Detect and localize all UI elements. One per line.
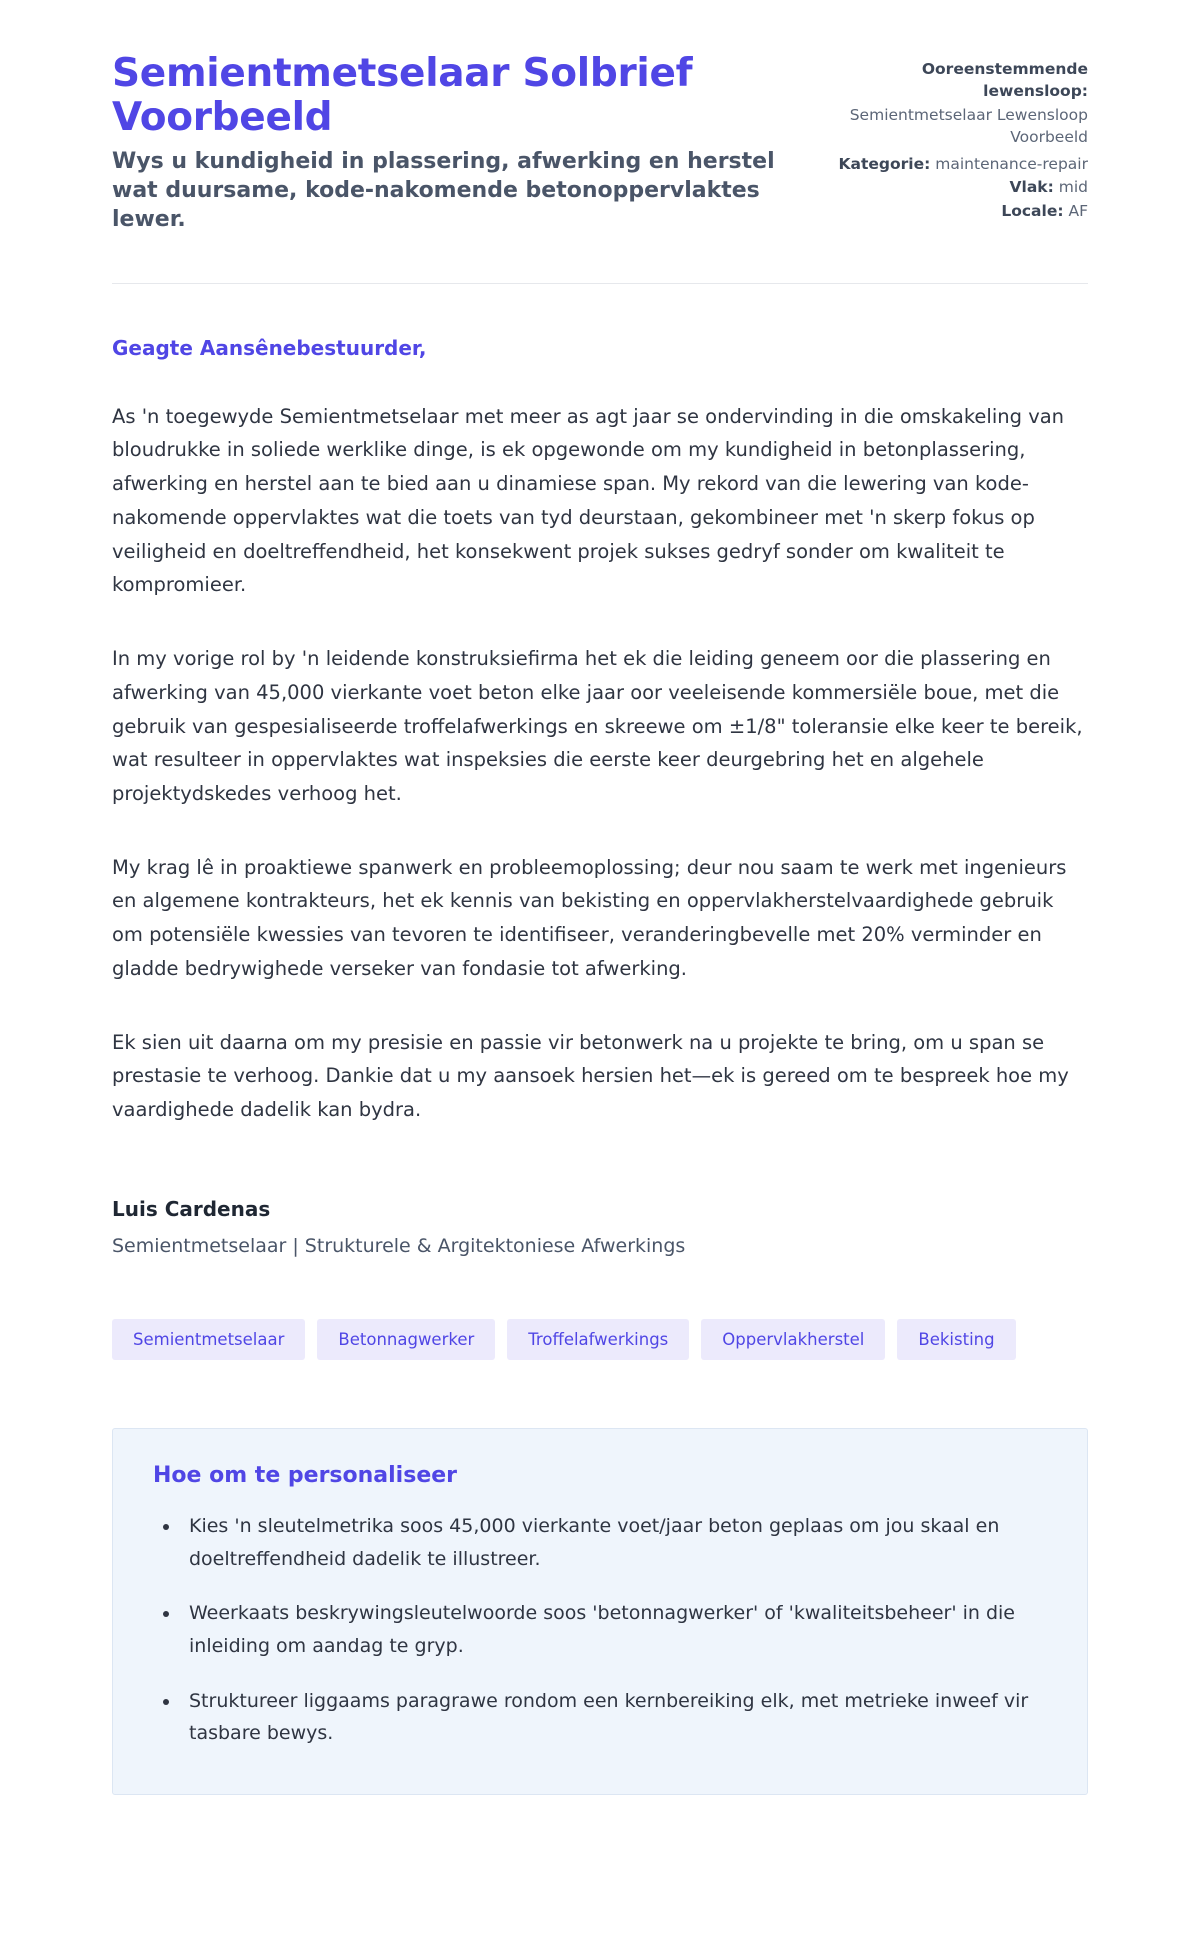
letter-paragraph: My krag lê in proaktiewe spanwerk en probleemoplossing; deur nou saam te werk met ingenieurs en algemene kontrakteurs, het ek kennis van bekisting en oppervlakherstelvaardighede gebruik om potensiële kwessies van tevoren te identifiseer, veranderingbevelle met 20% verminder en gladde bedrywighede verseker van fondasie tot afwerking. xyxy=(112,855,1067,980)
callout-list-item: • Kies 'n sleutelmetrika soos 45,000 vierkante voet/jaar beton geplaas om jou skaal en doeltreffendheid dadelik te illustreer. xyxy=(181,1510,1047,1575)
skill-tag[interactable]: Semientmetselaar xyxy=(112,1319,305,1360)
matching-resume-value-row xyxy=(818,104,1088,149)
skill-tag-list xyxy=(112,1319,1088,1360)
letter-paragraph: Ek sien uit daarna om my presisie en passie vir betonwerk na u projekte te bring, om u span se prestasie te verhoog. Dankie dat u my aansoek hersien het—ek is gereed om te bespreek hoe my vaardighede dadelik kan bydra. xyxy=(112,1030,1069,1122)
page-subtitle: Wys u kundigheid in plassering, afwerking en herstel wat duursame, kode-nakomende betonoppervlaktes lewer. xyxy=(112,148,775,233)
signature-role: Semientmetselaar | Strukturele & Argitektoniese Afwerkings xyxy=(112,1234,686,1257)
letter-paragraph: As 'n toegewyde Semientmetselaar met meer as agt jaar se ondervinding in die omskakeling van bloudrukke in soliede werklike dinge, is ek opgewonde om my kundigheid in betonplassering, afwerking en herstel aan te bied aan u dinamiese span. My rekord van die lewering van kode-nakomende oppervlaktes wat die toets van tyd deurstaan, gekombineer met 'n skerp fokus op veiligheid en doeltreffendheid, het konsekwent projek sukses gedryf sonder om kwaliteit te kompromieer. xyxy=(112,404,1065,597)
locale-label: Locale: xyxy=(1001,201,1064,220)
matching-resume-row xyxy=(818,58,1088,103)
signature-name: Luis Cardenas xyxy=(112,1196,271,1221)
callout-list-item: • Weerkaats beskrywingsleutelwoorde soos 'betonnagwerker' of 'kwaliteitsbeheer' in die inleiding om aandag te gryp. xyxy=(181,1597,1047,1662)
letter-salutation: Geagte Aansênebestuurder, xyxy=(112,335,427,360)
locale-value: AF xyxy=(1068,201,1088,220)
document-header xyxy=(112,52,1088,284)
skill-tag[interactable]: Oppervlakherstel xyxy=(701,1319,885,1360)
category-value: maintenance-repair xyxy=(935,154,1088,173)
letter-paragraph: In my vorige rol by 'n leidende konstruksiefirma het ek die leiding geneem oor die plassering en afwerking van 45,000 vierkante voet beton elke jaar oor veeleisende kommersiële boue, met die gebruik van gespesialiseerde troffelafwerkings en skreewe om ±1/8" toleransie elke keer te bereik, wat resulteer in oppervlaktes wat inspeksies die eerste keer deurgebring het en algehele projektydskedes verhoog het. xyxy=(112,647,1083,805)
skill-tag[interactable]: Betonnagwerker xyxy=(317,1319,495,1360)
callout-list-item: • Struktureer liggaams paragrawe rondom een kernbereiking elk, met metrieke inweef vir tasbare bewys. xyxy=(181,1685,1047,1750)
category-row xyxy=(818,153,1088,175)
callout-title: Hoe om te personaliseer xyxy=(153,1462,458,1488)
document-metadata xyxy=(818,52,1088,223)
level-row xyxy=(818,176,1088,198)
letter-body xyxy=(112,284,1088,1795)
skill-tag[interactable]: Troffelafwerkings xyxy=(507,1319,689,1360)
matching-resume-label: Ooreenstemmende lewensloop: xyxy=(921,60,1088,101)
page-title: Semientmetselaar Solbrief Voorbeeld xyxy=(112,51,693,141)
signature-block xyxy=(112,1197,1088,1257)
level-value: mid xyxy=(1058,178,1088,197)
header-left xyxy=(112,52,778,235)
skill-tag[interactable]: Bekisting xyxy=(897,1319,1015,1360)
level-label: Vlak: xyxy=(1009,178,1054,197)
personalization-callout xyxy=(112,1428,1088,1795)
callout-list xyxy=(153,1510,1047,1750)
locale-row xyxy=(818,200,1088,222)
matching-resume-value: Semientmetselaar Lewensloop Voorbeeld xyxy=(849,105,1088,147)
category-label: Kategorie: xyxy=(838,154,931,173)
